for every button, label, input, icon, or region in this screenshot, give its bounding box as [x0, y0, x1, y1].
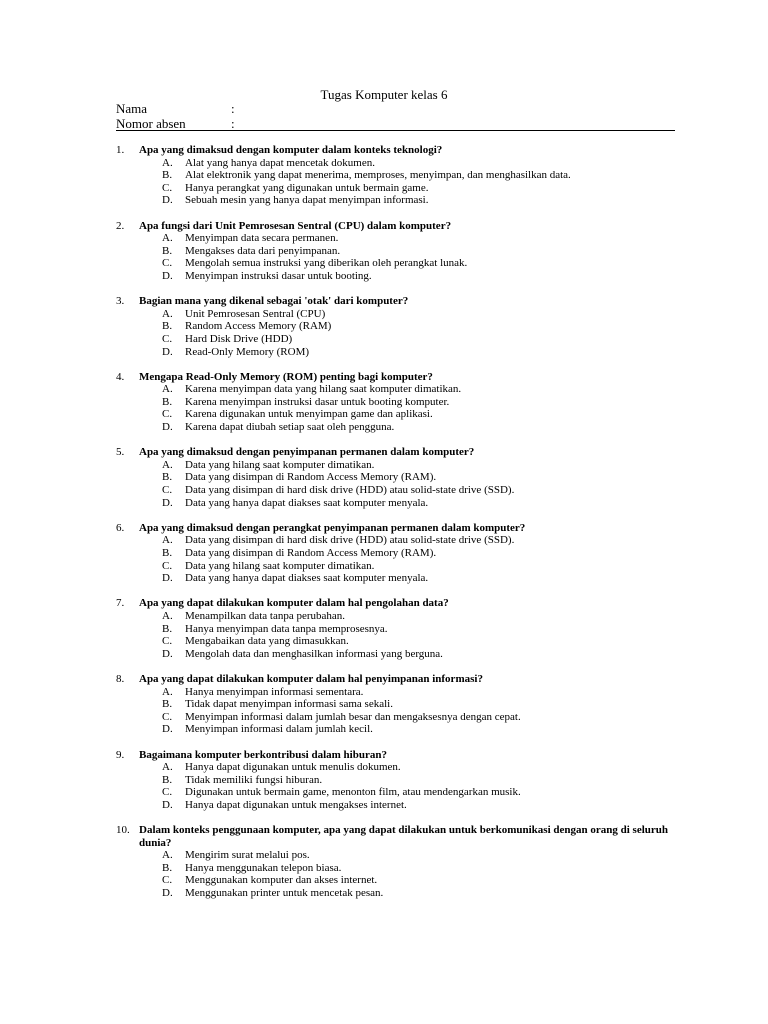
question-number: 1. — [116, 144, 125, 156]
option-list — [116, 610, 676, 660]
option-text: Mengolah semua instruksi yang diberikan oleh perangkat lunak. — [185, 257, 468, 270]
option-text: Data yang disimpan di Random Access Memory (RAM). — [185, 547, 437, 559]
answer-option — [116, 761, 676, 774]
question-spacer — [116, 207, 676, 220]
option-text: Mengirim surat melalui pos. — [185, 849, 310, 862]
option-text: Data yang disimpan di hard disk drive (HDD) atau solid-state drive (SSD). — [185, 484, 515, 497]
option-letter: B. — [162, 861, 173, 874]
question-spacer — [116, 660, 676, 673]
option-text: Mengabaikan data yang dimasukkan. — [185, 635, 349, 648]
option-text: Menggunakan komputer dan akses internet. — [185, 874, 378, 887]
option-text: Data yang hilang saat komputer dimatikan. — [185, 559, 375, 572]
option-letter: C. — [162, 710, 173, 723]
answer-option — [116, 383, 676, 396]
answer-option — [116, 484, 676, 497]
question-number: 7. — [116, 597, 125, 610]
answer-option — [116, 333, 676, 346]
option-text: Tidak dapat menyimpan informasi sama sekali. — [185, 698, 393, 711]
option-list — [116, 849, 676, 899]
option-text: Menggunakan printer untuk mencetak pesan. — [185, 887, 384, 900]
question-text: Dalam konteks penggunaan komputer, apa yang dapat dilakukan untuk berkomunikasi dengan orang di seluruh dunia? — [139, 824, 668, 849]
question-heading — [116, 220, 676, 233]
option-letter: A. — [162, 761, 173, 774]
question-text: Bagaimana komputer berkontribusi dalam hiburan? — [139, 748, 387, 761]
answer-option — [116, 257, 676, 270]
question-heading — [116, 522, 676, 535]
question-heading — [116, 673, 676, 686]
question-heading — [116, 295, 676, 308]
question-list — [116, 144, 676, 900]
option-letter: D. — [162, 194, 173, 207]
answer-option — [116, 887, 676, 900]
option-list — [116, 157, 676, 207]
option-text: Data yang hilang saat komputer dimatikan. — [185, 458, 375, 471]
option-letter: D. — [162, 798, 173, 811]
option-letter: D. — [162, 572, 173, 585]
option-letter: B. — [162, 320, 173, 333]
option-text: Data yang disimpan di Random Access Memory (RAM). — [185, 471, 437, 484]
question-heading — [116, 597, 676, 610]
option-letter: A. — [162, 232, 173, 245]
option-letter: D. — [162, 496, 173, 509]
question-heading — [116, 824, 676, 849]
option-text: Hard Disk Drive (HDD) — [185, 332, 293, 345]
answer-option — [116, 194, 676, 207]
question-spacer — [116, 358, 676, 371]
option-text: Hanya dapat digunakan untuk mengakses internet. — [185, 798, 407, 811]
question-spacer — [116, 585, 676, 598]
field-row-nama — [116, 101, 676, 116]
option-text: Read-Only Memory (ROM) — [185, 345, 310, 358]
question-number: 3. — [116, 295, 125, 308]
question-item — [116, 749, 676, 812]
answer-option — [116, 232, 676, 245]
answer-option — [116, 862, 676, 875]
question-heading — [116, 371, 676, 384]
option-text: Digunakan untuk bermain game, menonton film, atau mendengarkan musik. — [185, 786, 521, 799]
answer-option — [116, 182, 676, 195]
question-item — [116, 220, 676, 283]
option-text: Hanya menyimpan data tanpa memprosesnya. — [185, 622, 388, 635]
option-text: Menyimpan data secara permanen. — [185, 232, 339, 245]
option-letter: C. — [162, 874, 173, 887]
option-list — [116, 308, 676, 358]
answer-option — [116, 648, 676, 661]
option-letter: A. — [162, 609, 173, 622]
option-text: Menyimpan instruksi dasar untuk booting. — [185, 269, 372, 282]
option-text: Alat elektronik yang dapat menerima, memproses, menyimpan, dan menghasilkan data. — [185, 169, 571, 182]
answer-option — [116, 169, 676, 182]
option-letter: C. — [162, 484, 173, 497]
field-label-nomor-absen: Nomor absen — [116, 116, 186, 131]
option-letter: C. — [162, 257, 173, 270]
option-letter: D. — [162, 269, 173, 282]
answer-option — [116, 408, 676, 421]
option-text: Menampilkan data tanpa perubahan. — [185, 609, 346, 622]
answer-option — [116, 610, 676, 623]
answer-option — [116, 572, 676, 585]
option-text: Random Access Memory (RAM) — [185, 320, 332, 333]
option-letter: C. — [162, 559, 173, 572]
option-letter: D. — [162, 887, 173, 900]
question-spacer — [116, 811, 676, 824]
option-letter: A. — [162, 534, 173, 547]
option-text: Karena dapat diubah setiap saat oleh pengguna. — [185, 421, 395, 434]
option-letter: D. — [162, 647, 173, 660]
answer-option — [116, 723, 676, 736]
question-number: 10. — [116, 824, 130, 837]
answer-option — [116, 346, 676, 359]
option-text: Karena menyimpan instruksi dasar untuk booting komputer. — [185, 395, 450, 408]
header-divider — [116, 130, 675, 131]
field-colon-nama: : — [231, 101, 235, 116]
question-item — [116, 144, 676, 207]
answer-option — [116, 534, 676, 547]
option-text: Karena menyimpan data yang hilang saat komputer dimatikan. — [185, 383, 462, 396]
answer-option — [116, 874, 676, 887]
answer-option — [116, 320, 676, 333]
answer-option — [116, 459, 676, 472]
question-item — [116, 824, 676, 900]
question-item — [116, 446, 676, 509]
option-letter: A. — [162, 156, 173, 169]
option-letter: A. — [162, 383, 173, 396]
question-number: 9. — [116, 748, 125, 761]
answer-option — [116, 471, 676, 484]
question-heading — [116, 749, 676, 762]
answer-option — [116, 698, 676, 711]
question-text: Apa fungsi dari Unit Pemrosesan Sentral (CPU) dalam komputer? — [139, 219, 452, 232]
answer-option — [116, 421, 676, 434]
answer-option — [116, 270, 676, 283]
option-list — [116, 232, 676, 282]
answer-option — [116, 547, 676, 560]
field-label-nama: Nama — [116, 101, 148, 116]
answer-option — [116, 849, 676, 862]
option-text: Tidak memiliki fungsi hiburan. — [185, 773, 323, 786]
question-number: 4. — [116, 370, 125, 383]
option-text: Sebuah mesin yang hanya dapat menyimpan informasi. — [185, 194, 429, 207]
option-letter: A. — [162, 685, 173, 698]
option-text: Alat yang hanya dapat mencetak dokumen. — [185, 156, 375, 169]
question-spacer — [116, 283, 676, 296]
question-number: 2. — [116, 219, 125, 232]
question-heading — [116, 144, 676, 157]
option-letter: B. — [162, 471, 173, 484]
question-text: Apa yang dimaksud dengan penyimpanan permanen dalam komputer? — [139, 446, 475, 459]
option-list — [116, 383, 676, 433]
option-letter: B. — [162, 773, 173, 786]
option-list — [116, 686, 676, 736]
question-number: 5. — [116, 446, 125, 459]
question-text: Apa yang dimaksud dengan perangkat penyimpanan permanen dalam komputer? — [139, 521, 526, 534]
option-letter: C. — [162, 408, 173, 421]
field-colon-nomor-absen: : — [231, 116, 235, 131]
question-number: 6. — [116, 521, 125, 534]
option-text: Menyimpan informasi dalam jumlah besar dan mengaksesnya dengan cepat. — [185, 710, 521, 723]
question-text: Mengapa Read-Only Memory (ROM) penting bagi komputer? — [139, 370, 433, 383]
student-info-fields — [116, 101, 676, 131]
answer-option — [116, 396, 676, 409]
question-item — [116, 673, 676, 736]
answer-option — [116, 799, 676, 812]
answer-option — [116, 711, 676, 724]
question-item — [116, 597, 676, 660]
option-letter: B. — [162, 622, 173, 635]
option-text: Data yang hanya dapat diakses saat komputer menyala. — [185, 496, 429, 509]
option-letter: A. — [162, 849, 173, 862]
option-letter: C. — [162, 181, 173, 194]
answer-option — [116, 560, 676, 573]
question-number: 8. — [116, 672, 125, 685]
question-spacer — [116, 434, 676, 447]
option-letter: D. — [162, 421, 173, 434]
option-letter: A. — [162, 458, 173, 471]
option-text: Karena digunakan untuk menyimpan game dan aplikasi. — [185, 408, 433, 421]
field-row-nomor-absen — [116, 116, 676, 131]
option-list — [116, 459, 676, 509]
option-text: Hanya menyimpan informasi sementara. — [185, 685, 364, 698]
option-letter: B. — [162, 698, 173, 711]
answer-option — [116, 686, 676, 699]
option-letter: A. — [162, 307, 173, 320]
answer-option — [116, 245, 676, 258]
answer-option — [116, 308, 676, 321]
question-text: Apa yang dapat dilakukan komputer dalam hal penyimpanan informasi? — [139, 672, 483, 685]
option-list — [116, 534, 676, 584]
option-list — [116, 761, 676, 811]
option-letter: B. — [162, 169, 173, 182]
answer-option — [116, 157, 676, 170]
option-letter: B. — [162, 547, 173, 559]
option-letter: D. — [162, 723, 173, 736]
option-letter: C. — [162, 786, 173, 799]
question-heading — [116, 446, 676, 459]
question-text: Bagian mana yang dikenal sebagai 'otak' dari komputer? — [139, 295, 409, 308]
question-item — [116, 295, 676, 358]
answer-option — [116, 786, 676, 799]
option-text: Data yang disimpan di hard disk drive (HDD) atau solid-state drive (SSD). — [185, 534, 515, 547]
answer-option — [116, 497, 676, 510]
option-text: Hanya menggunakan telepon biasa. — [185, 861, 342, 874]
option-letter: C. — [162, 635, 173, 648]
option-text: Unit Pemrosesan Sentral (CPU) — [185, 307, 326, 320]
document-title: Tugas Komputer kelas 6 — [320, 87, 448, 102]
question-item — [116, 522, 676, 585]
option-letter: B. — [162, 395, 173, 408]
answer-option — [116, 774, 676, 787]
option-text: Data yang hanya dapat diakses saat komputer menyala. — [185, 572, 429, 585]
option-text: Menyimpan informasi dalam jumlah kecil. — [185, 723, 373, 736]
option-text: Mengolah data dan menghasilkan informasi yang berguna. — [185, 647, 443, 660]
option-letter: D. — [162, 345, 173, 358]
answer-option — [116, 635, 676, 648]
question-text: Apa yang dapat dilakukan komputer dalam hal pengolahan data? — [139, 597, 449, 610]
answer-option — [116, 623, 676, 636]
question-spacer — [116, 509, 676, 522]
question-text: Apa yang dimaksud dengan komputer dalam konteks teknologi? — [139, 144, 443, 156]
question-spacer — [116, 736, 676, 749]
option-text: Hanya perangkat yang digunakan untuk bermain game. — [185, 181, 429, 194]
option-text: Mengakses data dari penyimpanan. — [185, 244, 341, 257]
question-item — [116, 371, 676, 434]
option-text: Hanya dapat digunakan untuk menulis dokumen. — [185, 761, 401, 774]
option-letter: C. — [162, 332, 173, 345]
option-letter: B. — [162, 244, 173, 257]
